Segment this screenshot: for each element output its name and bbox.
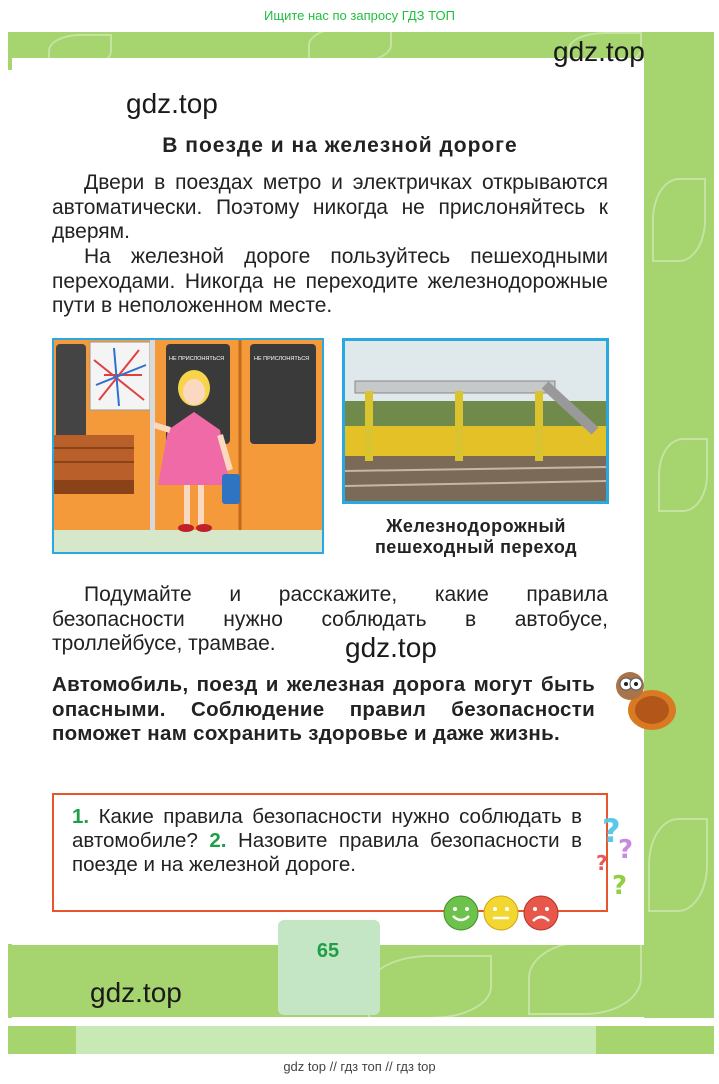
top-banner[interactable]: Ищите нас по запросу ГДЗ ТОП [0, 0, 719, 32]
smiley-sad-icon [524, 896, 558, 930]
page-number: 65 [316, 940, 340, 962]
task-number-1: 1. [72, 805, 90, 828]
background-right [644, 58, 714, 1018]
conclusion-bold-text: Автомобиль, поезд и железная дорога могут быть опасными. Соблюдение правил безопасности поможет нам сохранить здоровье и даже жизнь. [52, 673, 595, 745]
metro-illustration [52, 338, 324, 554]
svg-text:?: ? [602, 812, 621, 850]
watermark-top-left: gdz.top [126, 88, 218, 119]
metro-girl-drawing [54, 340, 322, 552]
task-question-1: Какие правила безопасности нужно соблюдать в автомобиле? [72, 805, 583, 852]
paragraph-think: Подумайте и расскажите, какие правила безопасности нужно соблюдать в автобусе, троллейбусе, трамвае. [52, 583, 608, 655]
mood-smileys [442, 893, 562, 933]
section-heading: В поезде и на железной дороге [162, 134, 518, 157]
watermark-middle: gdz.top [345, 632, 437, 663]
watermark-bottom: gdz.top [90, 977, 182, 1008]
task-text [72, 805, 582, 877]
metro-sign-2: НЕ ПРИСЛОНЯТЬСЯ [254, 356, 310, 362]
paragraph-doors: Двери в поездах метро и электричках открываются автоматически. Поэтому никогда не прислоняйтесь к дверям. [52, 171, 608, 243]
railway-bridge-photo [342, 338, 609, 504]
metro-sign-1: НЕ ПРИСЛОНЯТЬСЯ [169, 356, 225, 362]
pedestrian-bridge-drawing [345, 341, 606, 501]
photo-caption [340, 516, 612, 558]
smiley-happy-icon [444, 896, 478, 930]
svg-text:?: ? [618, 835, 634, 865]
paragraph-crossings: На железной дороге пользуйтесь пешеходными переходами. Никогда не переходите железнодорожные пути в неположенном месте. [52, 245, 608, 317]
question-marks-icon [594, 812, 642, 898]
caption-line-2: пешеходный переход [374, 537, 578, 557]
turtle-mascot-icon [608, 662, 680, 734]
task-number-2: 2. [209, 829, 227, 852]
caption-line-1: Железнодорожный [386, 516, 566, 536]
svg-text:?: ? [596, 851, 608, 875]
page-number-tab [278, 920, 380, 1015]
svg-text:?: ? [612, 871, 628, 898]
next-page-strip-inner [76, 1026, 596, 1054]
watermark-top-right: gdz.top [553, 36, 645, 67]
footer-links[interactable]: gdz top // гдз топ // гдз top [0, 1054, 719, 1084]
smiley-neutral-icon [484, 896, 518, 930]
task-question-2: Назовите правила безопасности в поезде и на железной дороге. [72, 829, 582, 876]
